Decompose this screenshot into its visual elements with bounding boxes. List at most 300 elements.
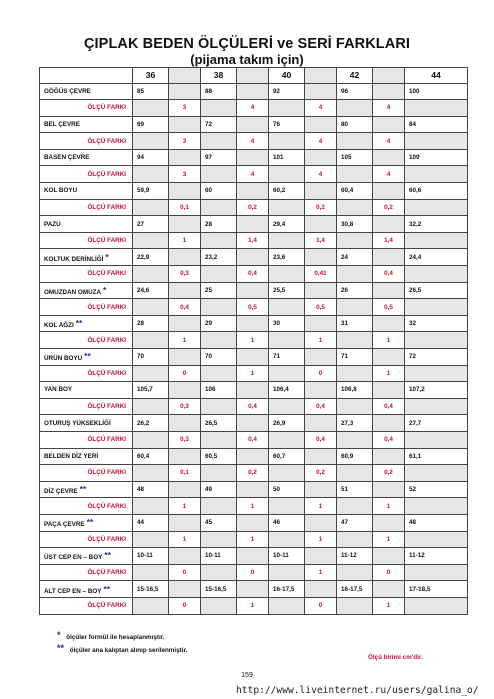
difference-gap	[201, 597, 237, 614]
size-value: 88	[201, 83, 237, 100]
measurement-label	[40, 249, 133, 266]
difference-value: 0	[169, 564, 201, 581]
difference-row	[40, 199, 468, 216]
difference-gap	[201, 431, 237, 448]
size-header: 42	[337, 68, 373, 84]
value-gap	[169, 349, 201, 366]
difference-row	[40, 100, 468, 117]
size-value: 80	[337, 116, 373, 133]
difference-value: 0,3	[169, 431, 201, 448]
difference-gap	[133, 133, 169, 150]
size-value: 60,2	[269, 183, 305, 200]
size-value: 11-12	[337, 548, 373, 565]
difference-gap	[201, 398, 237, 415]
measurement-name: GÖĞÜS ÇEVRE	[44, 87, 91, 95]
value-gap	[305, 116, 337, 133]
size-value: 60,4	[133, 448, 169, 465]
size-value: 76	[269, 116, 305, 133]
difference-label: ÖLÇÜ FARKI	[40, 431, 133, 448]
difference-gap	[405, 498, 468, 515]
difference-gap	[133, 266, 169, 283]
size-value: 60,7	[269, 448, 305, 465]
measurement-label	[40, 83, 133, 100]
size-value: 106,8	[337, 382, 373, 399]
measurement-label	[40, 116, 133, 133]
value-gap	[169, 315, 201, 332]
difference-value: 0,41	[305, 266, 337, 283]
star-icon: *	[105, 251, 109, 262]
size-value: 26,2	[133, 415, 169, 432]
size-value: 16-17,5	[269, 581, 305, 598]
difference-value: 1	[373, 332, 405, 349]
difference-gap	[133, 398, 169, 415]
value-gap	[169, 548, 201, 565]
size-value: 105	[337, 149, 373, 166]
value-gap	[373, 249, 405, 266]
difference-gap	[405, 100, 468, 117]
difference-label: ÖLÇÜ FARKI	[40, 365, 133, 382]
header-gap	[373, 68, 405, 84]
difference-label: ÖLÇÜ FARKI	[40, 299, 133, 316]
measurement-label	[40, 382, 133, 399]
value-gap	[237, 448, 269, 465]
difference-gap	[201, 332, 237, 349]
difference-gap	[201, 133, 237, 150]
measurement-name: OTURUŞ YÜKSEKLİĞİ	[44, 419, 111, 427]
size-value: 92	[269, 83, 305, 100]
difference-gap	[133, 465, 169, 482]
value-gap	[237, 83, 269, 100]
measurement-row	[40, 315, 468, 332]
measurement-row	[40, 581, 468, 598]
difference-gap	[133, 498, 169, 515]
difference-gap	[201, 365, 237, 382]
difference-gap	[405, 133, 468, 150]
difference-gap	[405, 431, 468, 448]
measurement-name: BEL ÇEVRE	[44, 120, 80, 128]
value-gap	[373, 581, 405, 598]
measurement-row	[40, 448, 468, 465]
difference-value: 4	[305, 166, 337, 183]
size-value: 30,8	[337, 216, 373, 233]
difference-value: 1	[373, 597, 405, 614]
size-value: 60,4	[337, 183, 373, 200]
size-value: 69	[133, 116, 169, 133]
size-value: 23,6	[269, 249, 305, 266]
difference-gap	[269, 498, 305, 515]
size-value: 28	[133, 315, 169, 332]
size-value: 51	[337, 481, 373, 498]
difference-gap	[405, 597, 468, 614]
size-value: 60,6	[405, 183, 468, 200]
header-gap	[169, 68, 201, 84]
size-value: 25,5	[269, 282, 305, 299]
measurement-row	[40, 216, 468, 233]
size-value: 17-18,5	[405, 581, 468, 598]
measurement-name: DİZ ÇEVRE	[44, 488, 78, 496]
value-gap	[305, 581, 337, 598]
measurement-label	[40, 581, 133, 598]
measurement-label	[40, 149, 133, 166]
difference-gap	[337, 232, 373, 249]
measurement-label	[40, 349, 133, 366]
difference-label: ÖLÇÜ FARKI	[40, 531, 133, 548]
double-star-icon: **	[103, 583, 111, 594]
measurement-name: ALT CEP EN – BOY	[44, 587, 102, 595]
difference-value: 1	[373, 498, 405, 515]
size-value: 48	[133, 481, 169, 498]
difference-gap	[133, 299, 169, 316]
size-value: 10-11	[133, 548, 169, 565]
double-star-icon: **	[84, 351, 91, 362]
difference-gap	[405, 398, 468, 415]
value-gap	[237, 382, 269, 399]
size-value: 26,5	[201, 415, 237, 432]
size-value: 106,4	[269, 382, 305, 399]
difference-row	[40, 531, 468, 548]
difference-gap	[337, 299, 373, 316]
star-icon: *	[103, 284, 107, 295]
difference-label: ÖLÇÜ FARKI	[40, 465, 133, 482]
difference-gap	[269, 232, 305, 249]
size-table	[39, 67, 468, 615]
difference-label: ÖLÇÜ FARKI	[40, 498, 133, 515]
value-gap	[373, 548, 405, 565]
difference-row	[40, 332, 468, 349]
size-header-row	[40, 68, 468, 84]
difference-gap	[337, 332, 373, 349]
difference-gap	[133, 431, 169, 448]
size-value: 26	[337, 282, 373, 299]
difference-row	[40, 564, 468, 581]
difference-row	[40, 498, 468, 515]
difference-gap	[337, 564, 373, 581]
difference-gap	[405, 232, 468, 249]
measurement-name: PAÇA ÇEVRE	[44, 521, 85, 529]
difference-gap	[201, 531, 237, 548]
difference-value: 0,4	[169, 299, 201, 316]
value-gap	[373, 415, 405, 432]
value-gap	[305, 349, 337, 366]
difference-gap	[201, 100, 237, 117]
size-header: 44	[405, 68, 468, 84]
difference-row	[40, 398, 468, 415]
size-value: 10-11	[201, 548, 237, 565]
difference-label: ÖLÇÜ FARKI	[40, 100, 133, 117]
difference-gap	[269, 431, 305, 448]
difference-value: 4	[373, 166, 405, 183]
size-value: 24,6	[133, 282, 169, 299]
value-gap	[169, 382, 201, 399]
value-gap	[169, 249, 201, 266]
difference-gap	[133, 531, 169, 548]
value-gap	[305, 481, 337, 498]
value-gap	[373, 349, 405, 366]
difference-value: 1	[373, 531, 405, 548]
measurement-row	[40, 249, 468, 266]
value-gap	[169, 116, 201, 133]
difference-value: 0,4	[237, 398, 269, 415]
difference-value: 3	[169, 100, 201, 117]
difference-value: 1	[237, 597, 269, 614]
difference-gap	[269, 597, 305, 614]
difference-value: 0,5	[373, 299, 405, 316]
measurement-name: KOL AĞZI	[44, 322, 74, 330]
difference-value: 0,4	[373, 398, 405, 415]
value-gap	[373, 282, 405, 299]
size-value: 71	[337, 349, 373, 366]
difference-gap	[337, 199, 373, 216]
star-icon: *	[57, 630, 61, 640]
size-value: 100	[405, 83, 468, 100]
measurement-row	[40, 548, 468, 565]
value-gap	[305, 83, 337, 100]
size-value: 26,9	[269, 415, 305, 432]
difference-gap	[201, 199, 237, 216]
difference-row	[40, 365, 468, 382]
size-value: 16-17,5	[337, 581, 373, 598]
difference-value: 1	[305, 564, 337, 581]
measurement-row	[40, 382, 468, 399]
difference-label: ÖLÇÜ FARKI	[40, 199, 133, 216]
measurement-row	[40, 149, 468, 166]
value-gap	[237, 149, 269, 166]
size-value: 72	[201, 116, 237, 133]
difference-gap	[337, 100, 373, 117]
size-value: 107,2	[405, 382, 468, 399]
value-gap	[237, 514, 269, 531]
size-value: 94	[133, 149, 169, 166]
difference-value: 0,2	[237, 465, 269, 482]
difference-gap	[337, 266, 373, 283]
value-gap	[305, 514, 337, 531]
difference-gap	[405, 299, 468, 316]
difference-label: ÖLÇÜ FARKI	[40, 564, 133, 581]
measurement-label	[40, 481, 133, 498]
difference-label: ÖLÇÜ FARKI	[40, 398, 133, 415]
difference-value: 1	[169, 531, 201, 548]
size-value: 52	[405, 481, 468, 498]
difference-label: ÖLÇÜ FARKI	[40, 133, 133, 150]
difference-gap	[269, 133, 305, 150]
difference-gap	[133, 597, 169, 614]
value-gap	[237, 315, 269, 332]
size-value: 60,5	[201, 448, 237, 465]
size-value: 27	[133, 216, 169, 233]
size-value: 70	[201, 349, 237, 366]
double-star-icon: **	[75, 318, 83, 329]
header-gap	[305, 68, 337, 84]
size-value: 106	[201, 382, 237, 399]
page-subtitle: (pijama takım için)	[190, 52, 304, 67]
value-gap	[237, 116, 269, 133]
difference-gap	[201, 465, 237, 482]
note-text: ölçüler ana kalıptan alınıp serilenmiştir.	[69, 647, 188, 654]
difference-gap	[269, 266, 305, 283]
measurement-name: KOLTUK DERİNLİĞİ	[44, 255, 104, 263]
size-value: 11-12	[405, 548, 468, 565]
difference-gap	[269, 299, 305, 316]
value-gap	[373, 183, 405, 200]
value-gap	[373, 448, 405, 465]
value-gap	[237, 183, 269, 200]
difference-gap	[405, 166, 468, 183]
size-header: 40	[269, 68, 305, 84]
difference-gap	[405, 531, 468, 548]
size-value: 101	[269, 149, 305, 166]
difference-gap	[201, 564, 237, 581]
measurement-name: YAN BOY	[44, 386, 73, 394]
difference-value: 0	[169, 597, 201, 614]
difference-value: 1	[169, 232, 201, 249]
size-value: 32	[405, 315, 468, 332]
difference-value: 0,5	[305, 299, 337, 316]
size-value: 96	[337, 83, 373, 100]
difference-gap	[269, 100, 305, 117]
difference-value: 4	[237, 166, 269, 183]
difference-value: 0	[237, 564, 269, 581]
size-value: 84	[405, 116, 468, 133]
size-value: 32,2	[405, 216, 468, 233]
size-value: 61,1	[405, 448, 468, 465]
difference-label: ÖLÇÜ FARKI	[40, 332, 133, 349]
value-gap	[169, 216, 201, 233]
double-star-icon: **	[57, 643, 65, 653]
size-value: 27,7	[405, 415, 468, 432]
value-gap	[237, 216, 269, 233]
value-gap	[169, 415, 201, 432]
difference-value: 0	[305, 365, 337, 382]
difference-gap	[405, 332, 468, 349]
size-value: 97	[201, 149, 237, 166]
difference-value: 3	[169, 133, 201, 150]
measurement-name: ÜRÜN BOYU	[44, 355, 83, 363]
value-gap	[305, 183, 337, 200]
double-star-icon: **	[86, 517, 94, 528]
difference-value: 1,4	[373, 232, 405, 249]
size-value: 30	[269, 315, 305, 332]
unit-note: Ölçü birimi cm'dir.	[368, 654, 423, 661]
difference-value: 0,2	[373, 199, 405, 216]
difference-value: 1	[169, 332, 201, 349]
value-gap	[305, 382, 337, 399]
difference-value: 3	[169, 166, 201, 183]
difference-value: 0,1	[169, 465, 201, 482]
difference-gap	[405, 365, 468, 382]
value-gap	[373, 216, 405, 233]
difference-gap	[269, 564, 305, 581]
measurement-name: KOL BOYU	[44, 187, 78, 195]
difference-row	[40, 431, 468, 448]
size-table-body	[40, 68, 468, 615]
size-value: 24	[337, 249, 373, 266]
value-gap	[305, 548, 337, 565]
difference-value: 1	[305, 531, 337, 548]
difference-gap	[269, 531, 305, 548]
measurement-label	[40, 514, 133, 531]
page-title: ÇIPLAK BEDEN ÖLÇÜLERİ ve SERİ FARKLARI	[83, 36, 411, 52]
difference-gap	[133, 365, 169, 382]
measurement-label	[40, 282, 133, 299]
measurement-name: BELDEN DİZ YERİ	[44, 452, 99, 460]
measurement-label	[40, 315, 133, 332]
value-gap	[237, 548, 269, 565]
value-gap	[373, 83, 405, 100]
difference-value: 0,1	[169, 199, 201, 216]
size-value: 23,2	[201, 249, 237, 266]
size-value: 71	[269, 349, 305, 366]
difference-value: 1	[169, 498, 201, 515]
difference-gap	[337, 498, 373, 515]
difference-value: 1	[373, 365, 405, 382]
measurement-row	[40, 481, 468, 498]
size-value: 49	[201, 481, 237, 498]
value-gap	[305, 149, 337, 166]
difference-row	[40, 299, 468, 316]
difference-value: 0,4	[237, 266, 269, 283]
measurement-label	[40, 183, 133, 200]
size-value: 28	[201, 216, 237, 233]
difference-value: 0	[305, 597, 337, 614]
difference-value: 4	[373, 100, 405, 117]
difference-gap	[405, 564, 468, 581]
difference-gap	[133, 564, 169, 581]
size-value: 26,5	[405, 282, 468, 299]
page-number: 159	[241, 672, 253, 679]
size-value: 50	[269, 481, 305, 498]
difference-gap	[405, 465, 468, 482]
measurement-row	[40, 282, 468, 299]
measurement-row	[40, 514, 468, 531]
value-gap	[305, 282, 337, 299]
difference-gap	[133, 100, 169, 117]
size-value: 46	[269, 514, 305, 531]
measurement-row	[40, 415, 468, 432]
size-value: 45	[201, 514, 237, 531]
difference-value: 1	[305, 332, 337, 349]
difference-value: 0,5	[237, 299, 269, 316]
double-star-icon: **	[104, 550, 111, 561]
value-gap	[237, 282, 269, 299]
size-value: 48	[405, 514, 468, 531]
size-value: 72	[405, 349, 468, 366]
value-gap	[237, 349, 269, 366]
size-value: 60,9	[337, 448, 373, 465]
difference-value: 0,2	[305, 465, 337, 482]
size-value: 109	[405, 149, 468, 166]
difference-gap	[201, 498, 237, 515]
measurement-name: ÜST CEP EN – BOY	[44, 554, 103, 562]
header-corner	[40, 68, 133, 84]
difference-value: 0,4	[373, 431, 405, 448]
difference-gap	[337, 531, 373, 548]
value-gap	[305, 216, 337, 233]
difference-gap	[337, 465, 373, 482]
size-value: 22,9	[133, 249, 169, 266]
difference-value: 4	[305, 133, 337, 150]
difference-gap	[337, 166, 373, 183]
measurement-label	[40, 548, 133, 565]
size-value: 27,3	[337, 415, 373, 432]
value-gap	[169, 481, 201, 498]
difference-row	[40, 232, 468, 249]
difference-row	[40, 597, 468, 614]
difference-label: ÖLÇÜ FARKI	[40, 232, 133, 249]
size-value: 10-11	[269, 548, 305, 565]
value-gap	[373, 514, 405, 531]
value-gap	[237, 415, 269, 432]
size-value: 15-16,5	[201, 581, 237, 598]
